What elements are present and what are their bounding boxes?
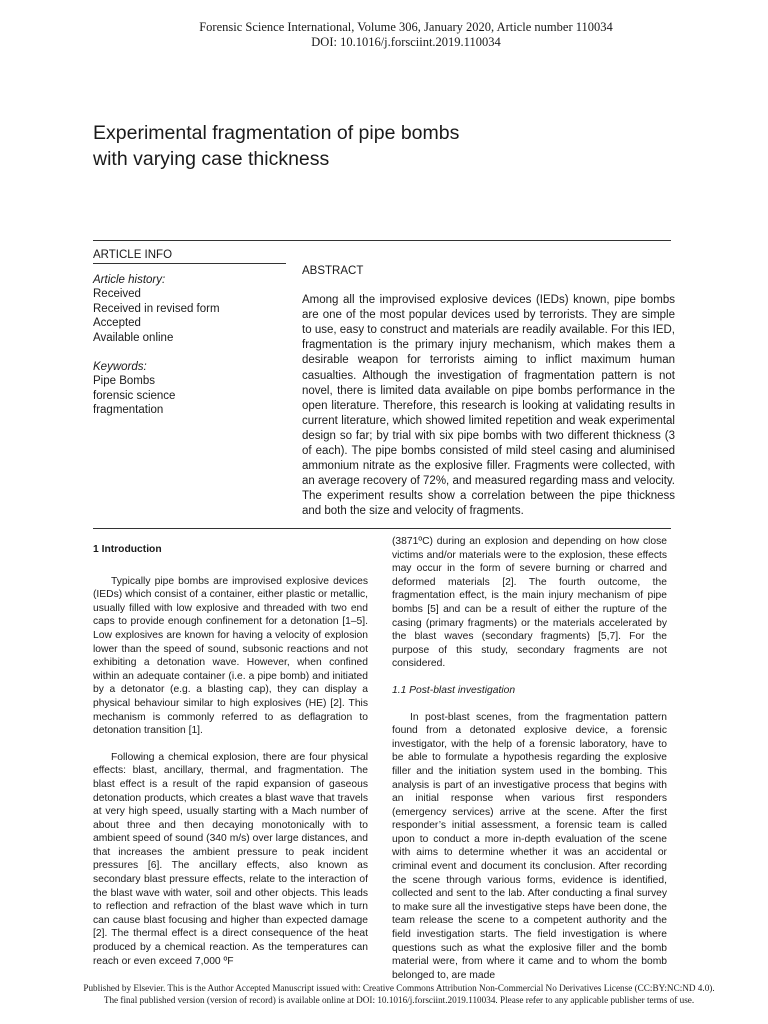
keyword-item: fragmentation [93,404,164,417]
keywords-label: Keywords: [93,360,147,373]
abstract-block [302,264,675,520]
journal-header [0,20,768,50]
history-accepted: Accepted [93,317,141,330]
footer-doi-line: The final published version (version of record) is available online at DOI: 10.1016/j.forsciint.2019.110034. Please refer to any applicable publisher terms of use. [103,995,695,1005]
body-paragraph: (3871ºC) during an explosion and depending on how close victims and/or materials were to the explosion, these effects may occur in the form of severe burning or charred and deformed materials [2]. The fourth outcome, the fragmentation effect, is the main injury mechanism of pipe bombs [5] and can be a result of either the rupture of the casing (primary fragments) or the materials accelerated by the blast waves (secondary fragments) [5,7]. For the purpose of this study, secondary fragments are not considered. [392,536,667,670]
abstract-divider [93,528,671,529]
body-paragraph: Typically pipe bombs are improvised explosive devices (IEDs) which consist of a container, either plastic or metallic, usually filled with low explosive and threaded with two end caps to provide enough confinement for a detonation [1–5]. Low explosives are known for having a velocity of explosion lower than the speed of sound, subsonic reactions and not exhibiting a detonation wave. However, when confined within an adequate container (i.e. a pipe bomb) and initiated by a detonator (e.g. a blasting cap), they can display a physical behaviour similar to high explosives (HE) [2]. This mechanism is commonly referred to as deflagration to detonation transition [1]. [93,575,368,737]
article-info-heading: ARTICLE INFO [93,249,173,261]
abstract-text: Among all the improvised explosive devices (IEDs) known, pipe bombs are one of the most popular devices used by terrorists. They are simple to use, easy to construct and materials are readily available. For this IED, fragmentation is the primary injury mechanism, which makes them a desirable weapon for terrorists aiming to inflict maximum human casualties. Although the investigation of fragmentation pattern is not novel, there is limited data available on pipe bombs performance in the open literature. Therefore, this research is looking at validating results in current literature, which showed limited repetition and weak experimental design so far; by trial with six pipe bombs with two different thickness (3 of each). The pipe bombs consisted of mild steel casing and aluminised ammonium nitrate as the explosive filler. Fragments were collected, with an average recovery of 72%, and measured regarding mass and velocity. The experiment results show a correlation between the pipe thickness and both the size and velocity of fragments. [302,294,675,518]
body-column-right [392,535,667,982]
journal-citation: Forensic Science International, Volume 306, January 2020, Article number 110034 [199,20,613,34]
license-footer [0,982,768,1006]
subsection-heading: 1.1 Post-blast investigation [392,684,516,696]
doi-line: DOI: 10.1016/j.forsciint.2019.110034 [311,35,501,49]
title-divider [93,240,671,241]
body-paragraph: In post-blast scenes, from the fragmentation pattern found from a detonated explosive device, a forensic investigator, with the help of a forensic laboratory, have to be able to formulate a hypothesis regarding the explosive filler and the initiation system used in the bombing. This analysis is part of an investigative process that begins with an initial response when various first responders (emergency services) arrive at the scene. After the first responder’s initial assessment, a forensic team is called upon to conduct a more in-depth evaluation of the scene with aims to determine whether it was an accidental or criminal event and document its conclusion. After recording the scene through various forms, evidence is identified, collected and sent to the lab. After conducting a final survey to make sure all the investigative steps have been done, the team release the scene to a competent authority and the field investigation starts. The field investigation is where questions such as what the explosive filler and the bomb material were, from where it came and to whom the bomb belonged to, are made [392,711,667,981]
history-revised: Received in revised form [93,302,220,315]
history-online: Available online [93,331,174,344]
info-divider [93,263,286,264]
article-info [93,248,293,418]
title-line-2: with varying case thickness [93,148,330,170]
footer-license-line: Published by Elsevier. This is the Author Accepted Manuscript issued with: Creative Commons Attribution Non-Commercial No Derivatives License (CC:BY:NC:ND 4.0). [83,983,715,993]
paper-title [93,120,653,172]
body-column-left [93,535,368,968]
article-history-label: Article history: [93,273,166,286]
body-paragraph: Following a chemical explosion, there are four physical effects: blast, ancillary, thermal, and fragmentation. The blast effect is a result of the rapid expansion of gaseous detonation products, which creates a blast wave that travels at very high speed, usually starting with a Mach number of about three and then decaying monotonically with to ambient speed of sound (340 m/s) over large distances, and that increases the ambient pressure to peak incident pressures [6]. The ancillary effects, also known as secondary blast pressure effects, relate to the interaction of the blast wave with water, soil and other objects. This leads to reflection and refraction of the blast wave which in turn can cause blast focusing and higher than expected damage [2]. The thermal effect is a direct consequence of the heat produced by a chemical reaction. As the temperatures can reach or even exceed 7,000 ºF [93,751,368,967]
title-line-1: Experimental fragmentation of pipe bombs [93,122,460,144]
section-heading-introduction: 1 Introduction [93,544,162,555]
abstract-heading: ABSTRACT [302,265,364,277]
keyword-item: forensic science [93,389,176,402]
history-received: Received [93,288,141,301]
keyword-item: Pipe Bombs [93,375,156,388]
